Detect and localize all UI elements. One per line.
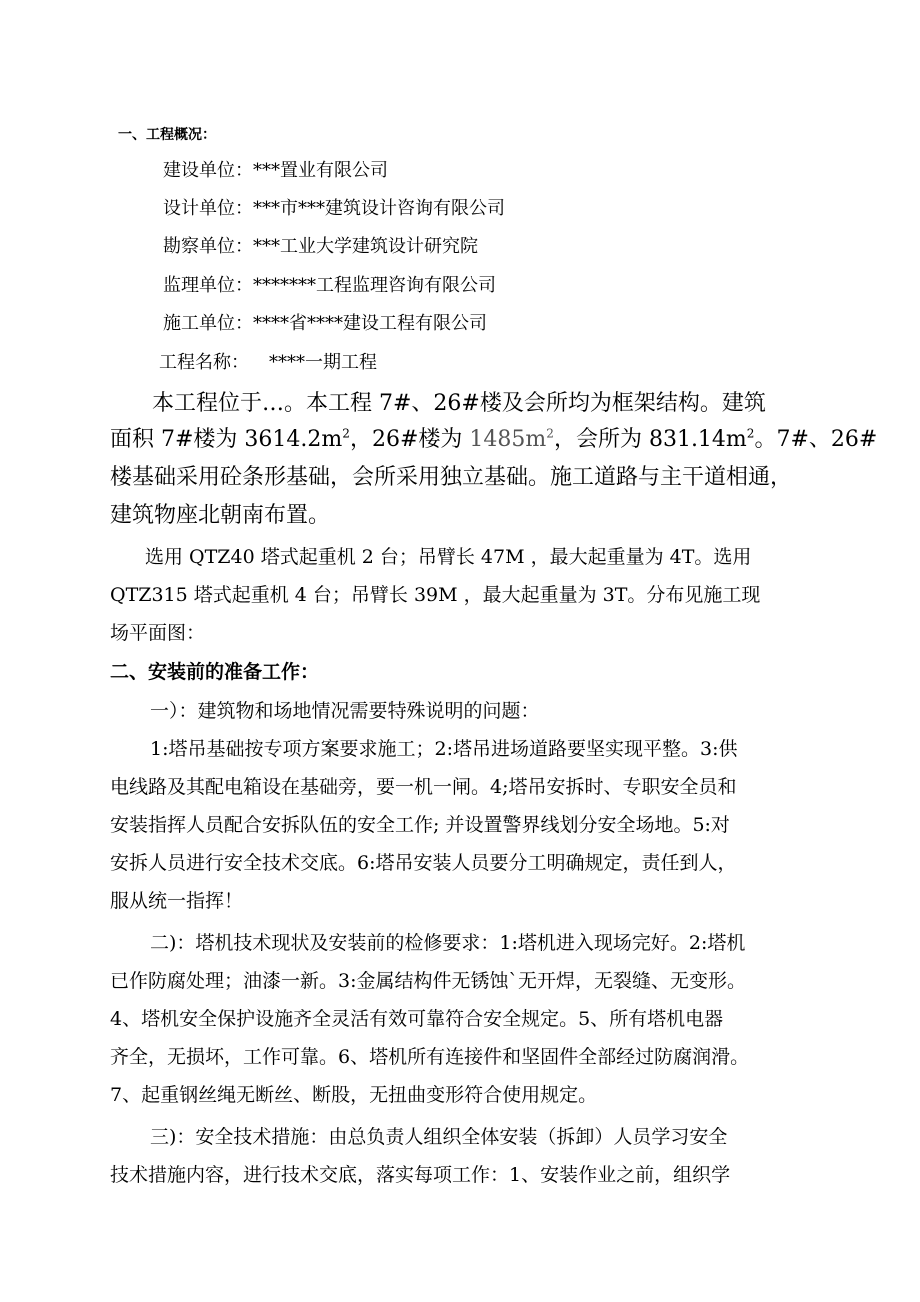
section2-heading: 二、安装前的准备工作：	[110, 661, 320, 683]
unit-value: *******工程监理咨询有限公司	[253, 275, 496, 296]
unit-label: 工程名称：	[159, 352, 249, 373]
sub1-line: 1:塔吊基础按专项方案要求施工；2:塔吊进场道路要坚实现平整。3:供	[150, 738, 738, 760]
sub1-line: 电线路及其配电箱设在基础旁，要一机一闸。4;塔吊安拆时、专职安全员和	[110, 776, 737, 798]
sub2-line: 齐全，无损坏，工作可靠。6、塔机所有连接件和坚固件全部经过防腐润滑。	[110, 1046, 750, 1068]
overview-line-3: 楼基础采用砼条形基础，会所采用独立基础。施工道路与主干道相通，	[110, 465, 793, 490]
sub1-line: 安拆人员进行安全技术交底。6:塔吊安装人员要分工明确规定，责任到人，	[110, 852, 737, 874]
unit-value: ****一期工程	[269, 352, 377, 373]
unit-label: 勘察单位：	[163, 236, 253, 257]
sub2-line: 二)：塔机技术现状及安装前的检修要求：1:塔机进入现场完好。2:塔机	[150, 932, 746, 954]
sub2-line: 已作防腐处理；油漆一新。3:金属结构件无锈蚀`无开焊，无裂缝、无变形。	[110, 970, 746, 992]
cranes-line-3: 场平面图：	[110, 622, 206, 644]
unit-value: ****省****建设工程有限公司	[253, 313, 487, 334]
sub1-line: 安装指挥人员配合安拆队伍的安全工作; 并设置警界线划分安全场地。5:对	[110, 814, 730, 836]
cranes-line-1: 选用 QTZ40 塔式起重机 2 台；吊臂长 47M ，最大起重量为 4T。选用	[145, 546, 752, 568]
section1-heading: 一、工程概况：	[118, 127, 216, 143]
unit-line-supervision	[163, 277, 496, 295]
unit-line-project-name	[159, 354, 377, 372]
unit-line-construction	[163, 162, 388, 180]
unit-label: 建设单位：	[163, 160, 253, 181]
unit-value: ***市***建筑设计咨询有限公司	[253, 198, 505, 219]
unit-value: ***置业有限公司	[253, 160, 388, 181]
unit-line-survey	[163, 238, 478, 256]
unit-label: 监理单位：	[163, 275, 253, 296]
sub3-line: 三)：安全技术措施：由总负责人组织全体安装（拆卸）人员学习安全	[150, 1126, 728, 1148]
unit-line-design	[163, 200, 505, 218]
unit-label: 设计单位：	[163, 198, 253, 219]
overview-line-2: 面积 7#楼为 $3614.2m^2$，26#楼为 $1485m^2$，会所为 $831.14m^2$。7#、26#	[110, 426, 878, 452]
unit-value: ***工业大学建筑设计研究院	[253, 236, 478, 257]
sub1-line: 服从统一指挥！	[110, 890, 244, 912]
sub3-line: 技术措施内容，进行技术交底，落实每项工作：1、安装作业之前，组织学	[110, 1164, 731, 1186]
sub2-line: 4、塔机安全保护设施齐全灵活有效可靠符合安全规定。5、所有塔机电器	[110, 1008, 724, 1030]
unit-label: 施工单位：	[163, 313, 253, 334]
overview-line-1: 本工程位于…。本工程 7#、26#楼及会所均为框架结构。建筑	[152, 391, 766, 416]
cranes-line-2: QTZ315 塔式起重机 4 台；吊臂长 39M ，最大起重量为 3T。分布见施工现	[110, 584, 761, 606]
sub1-title: 一）：建筑物和场地情况需要特殊说明的问题：	[150, 700, 540, 722]
sub2-line: 7、起重钢丝绳无断丝、断股，无扭曲变形符合使用规定。	[110, 1084, 598, 1106]
overview-line-4: 建筑物座北朝南布置。	[110, 503, 331, 528]
unit-line-contractor	[163, 315, 487, 333]
